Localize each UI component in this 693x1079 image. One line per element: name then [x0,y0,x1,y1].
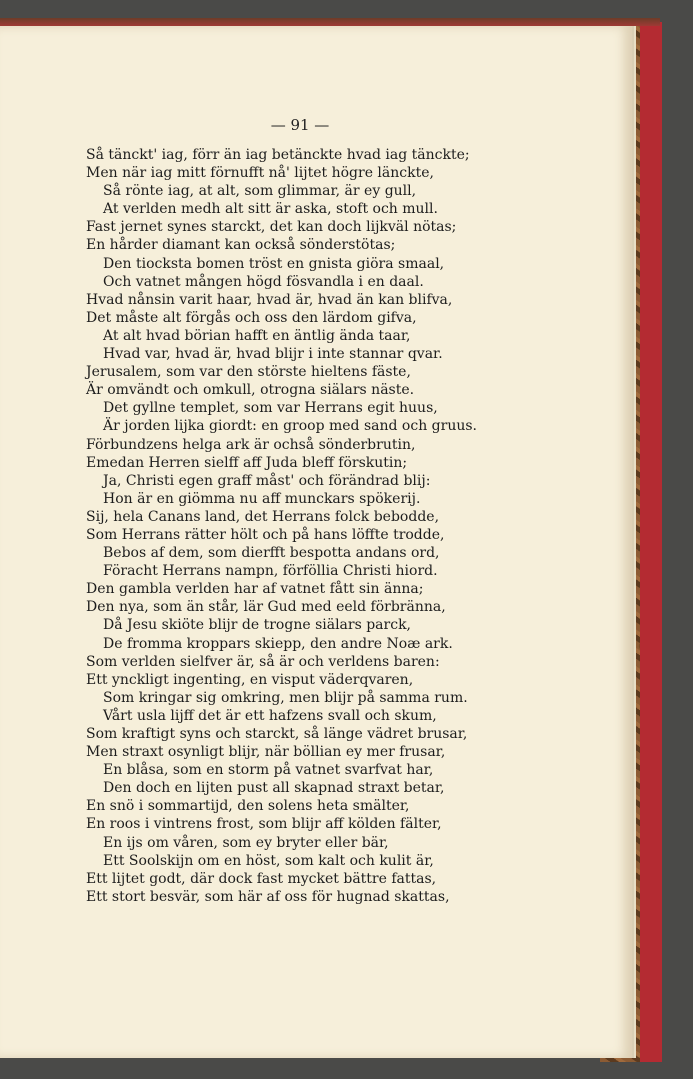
poem-line: Är omvändt och omkull, otrogna siälars näste. [86,382,415,399]
page-number: — 91 — [270,116,330,134]
poem-line: Vårt usla lijff det är ett hafzens svall och skum, [103,707,437,724]
poem-line: Men när iag mitt förnufft nå' lijtet högre länckte, [86,165,434,182]
poem-line: Föracht Herrans nampn, förföllia Christi hiord. [103,563,438,580]
poem-line: Ett ynckligt ingenting, en visput väderqvaren, [86,671,414,688]
poem-line: Den gambla verlden har af vatnet fått sin änna; [86,581,424,598]
poem-line: Då Jesu skiöte blijr de trogne siälars parck, [103,617,411,634]
poem-line: Ett Soolskijn om en höst, som kalt och kulit är, [103,852,434,869]
poem-line: Förbundzens helga ark är ochså sönderbrutin, [86,436,416,453]
poem-line: Den tiocksta bomen tröst en gnista giöra smaal, [103,255,445,272]
poem-line: Hvad var, hvad är, hvad blijr i inte stannar qvar. [103,346,443,363]
poem-line: Jerusalem, som var den störste hieltens fäste, [86,364,411,381]
poem-line: Bebos af dem, som dierfft bespotta andans ord, [103,545,440,562]
poem-line: En ijs om våren, som ey bryter eller bär, [103,834,389,851]
poem-line: Det måste alt förgås och oss den lärdom gifva, [86,309,417,326]
poem-line: Den nya, som än står, lär Gud med eeld förbränna, [86,599,446,616]
poem-line: En roos i vintrens frost, som blijr aff kölden fälter, [86,816,442,833]
poem-line: Så rönte iag, at alt, som glimmar, är ey gull, [103,183,417,200]
poem-line: Så tänckt' iag, förr än iag betänckte hvad iag tänckte; [86,147,470,163]
poem-line: Ett stort besvär, som här af oss för hugnad skattas, [86,888,450,905]
poem-line: Ja, Christi egen graff måst' och förändrad blij: [103,472,431,489]
poem-line: Fast jernet synes starckt, det kan doch lijkväl nötas; [86,219,457,236]
poem-line: Hon är en giömma nu aff munckars spökerij. [103,490,421,507]
poem-line: Hvad nånsin varit haar, hvad är, hvad än kan blifva, [86,291,453,308]
poem-line: En hårder diamant kan också sönderstötas; [86,237,396,254]
poem-line: At verlden medh alt sitt är aska, stoft och mull. [103,201,438,218]
poem-line: Emedan Herren sielff aff Juda bleff förskutin; [86,454,408,471]
poem-line: Ett lijtet godt, där dock fast mycket bättre fattas, [86,870,437,887]
poem-line: De fromma kroppars skiepp, den andre Noæ ark. [103,635,453,652]
book-cover-red-edge [640,22,662,1062]
poem-line: En snö i sommartijd, den solens heta smälter, [86,798,410,815]
poem-line: Som Herrans rätter hölt och på hans löffte trodde, [86,526,445,543]
book-top-edge [0,18,660,26]
poem-line: Sij, hela Canans land, det Herrans folck bebodde, [86,508,440,525]
poem-text [86,146,606,906]
poem-line: Men straxt osynligt blijr, när böllian ey mer frusar, [86,744,446,761]
poem-line: Den doch en lijten pust all skapnad straxt betar, [103,780,445,797]
poem-line: Som verlden sielfver är, så är och verldens baren: [86,653,440,670]
poem-line: At alt hvad börian hafft en äntlig ända taar, [103,327,411,344]
poem-line: Och vatnet mången högd fösvandla i en daal. [103,273,424,290]
poem-line: Som kringar sig omkring, men blijr på samma rum. [103,689,468,706]
poem-line: Som kraftigt syns och starckt, så länge vädret brusar, [86,726,468,742]
poem-line: Det gyllne templet, som var Herrans egit huus, [103,400,438,417]
poem-line: En blåsa, som en storm på vatnet svarfvat har, [103,762,434,779]
poem-line: Är jorden lijka giordt: en groop med sand och gruus. [103,418,477,435]
